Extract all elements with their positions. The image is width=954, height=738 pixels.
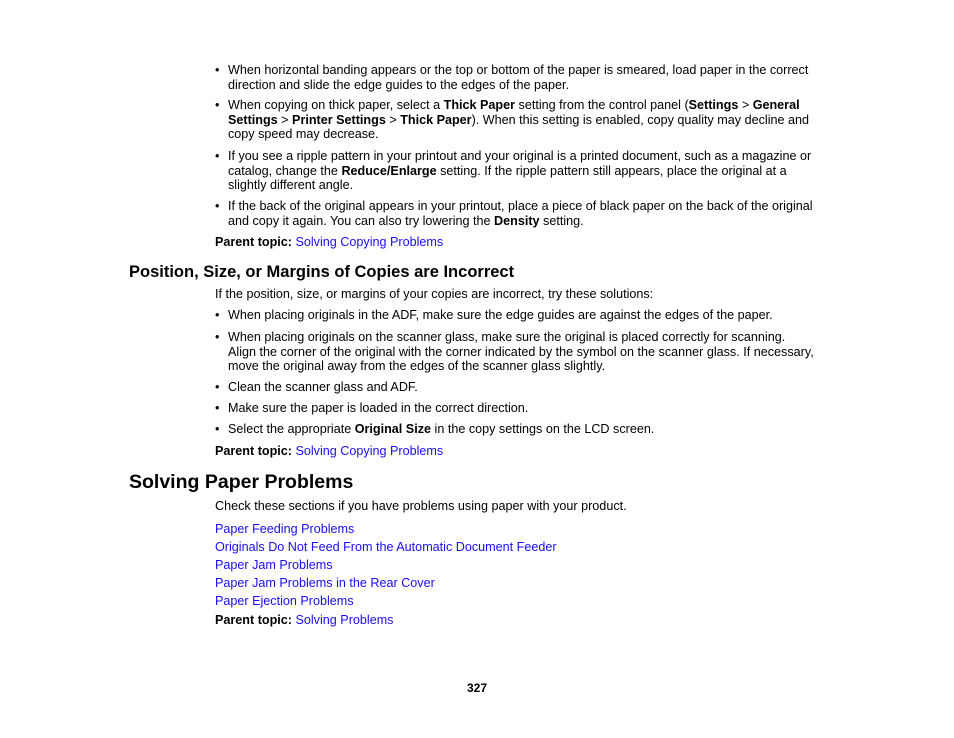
bold-term: Settings	[688, 98, 739, 112]
text-run: When horizontal banding appears or the top or bottom of the paper is smeared, load paper in the correct direction and slide the edge guides to the edges of the paper.	[228, 63, 809, 92]
bold-term: Density	[494, 213, 540, 228]
list-item: • When horizontal banding appears or the top or bottom of the paper is smeared, load paper in the correct direction and slide the edge guides to the edges of the paper.	[215, 63, 815, 92]
text-run: >	[738, 98, 753, 112]
list-item: • When placing originals in the ADF, make sure the edge guides are against the edges of the paper.	[215, 308, 815, 323]
bold-term: Thick Paper	[400, 112, 472, 127]
bold-term: Printer Settings	[292, 112, 386, 127]
list-item: • If the back of the original appears in your printout, place a piece of black paper on the back of the original and copy it again. You can also try lowering the Density setting.	[215, 199, 815, 228]
bullet-text	[228, 330, 815, 374]
bold-term: Original Size	[354, 422, 432, 436]
parent-topic-label: Parent topic:	[215, 613, 292, 627]
text-run: setting.	[539, 213, 584, 228]
bullet-text	[228, 149, 815, 193]
bold-term: Thick Paper	[443, 98, 516, 112]
parent-topic	[215, 444, 825, 459]
bold-term: Reduce/Enlarge	[341, 163, 437, 178]
list-item: • When placing originals on the scanner glass, make sure the original is placed correctly for scanning. Align the corner of the original with the corner indicated by the symbol on the scanner glass. If necessary, move the original away from the edges of the scanner glass slightly.	[215, 330, 814, 374]
text-run: When copying on thick paper, select a	[228, 98, 444, 112]
parent-topic-label: Parent topic:	[215, 444, 292, 458]
text-run: >	[277, 112, 293, 127]
bullet-text	[228, 63, 815, 92]
text-run: When placing originals in the ADF, make sure the edge guides are against the edges of the paper.	[228, 308, 773, 322]
bullet-text	[228, 98, 815, 142]
list-item: • Make sure the paper is loaded in the correct direction.	[215, 401, 815, 416]
text-run: Clean the scanner glass and ADF.	[228, 380, 418, 394]
section-intro: If the position, size, or margins of your copies are incorrect, try these solutions:	[215, 287, 654, 301]
text-run: >	[385, 112, 401, 127]
text-run: setting from the control panel (	[515, 98, 689, 112]
topic-links	[215, 520, 825, 610]
bullet-text	[228, 380, 815, 395]
bullet-text	[228, 308, 815, 323]
parent-topic	[215, 613, 825, 628]
link-paper-jam-rear[interactable]: Paper Jam Problems in the Rear Cover	[215, 576, 435, 590]
list-item: • If you see a ripple pattern in your printout and your original is a printed document, such as a magazine or catalog, change the Reduce/Enlarge setting. If the ripple pattern still appears, place the original at a slightly different angle.	[215, 149, 815, 193]
list-item: • When copying on thick paper, select a Thick Paper setting from the control panel (Settings > General Settings > Printer Settings > Thick Paper). When this setting is enabled, copy quality may decline and copy speed may decrease.	[215, 98, 815, 142]
text-run: setting. If the ripple pattern still appears, place the original at a slightly different angle.	[228, 163, 787, 193]
link-paper-jam[interactable]: Paper Jam Problems	[215, 558, 333, 572]
text-run: Select the appropriate	[228, 422, 355, 436]
section-heading: Position, Size, or Margins of Copies are Incorrect	[129, 263, 515, 281]
text-run: When placing originals on the scanner glass, make sure the original is placed correctly for scanning. Align the corner of the original with the corner indicated by the symbol on the scanner glass. If necessary, move the original away from the edges of the scanner glass slightly.	[228, 330, 814, 374]
main-intro: Check these sections if you have problems using paper with your product.	[215, 499, 627, 513]
link-paper-feeding[interactable]: Paper Feeding Problems	[215, 522, 355, 536]
bold-term: General Settings	[228, 98, 800, 127]
link-paper-ejection[interactable]: Paper Ejection Problems	[215, 594, 354, 608]
list-item: • Select the appropriate Original Size in the copy settings on the LCD screen.	[215, 422, 815, 437]
bullet-text	[228, 199, 815, 228]
text-run: If the back of the original appears in your printout, place a piece of black paper on the back of the original and copy it again. You can also try lowering the	[228, 199, 813, 228]
bullet-text	[228, 422, 815, 437]
text-run: If you see a ripple pattern in your printout and your original is a printed document, such as a magazine or catalog, change the	[228, 149, 812, 178]
parent-topic	[215, 235, 825, 250]
text-run: in the copy settings on the LCD screen.	[431, 422, 655, 436]
bullet-text	[228, 401, 815, 416]
text-run: ). When this setting is enabled, copy quality may decline and copy speed may decrease.	[228, 112, 810, 142]
text-run: Make sure the paper is loaded in the correct direction.	[228, 401, 529, 415]
link-originals-adf[interactable]: Originals Do Not Feed From the Automatic Document Feeder	[215, 540, 557, 554]
parent-topic-link[interactable]: Solving Copying Problems	[295, 235, 444, 249]
page-number: 327	[466, 681, 488, 695]
parent-topic-link[interactable]: Solving Copying Problems	[295, 444, 444, 458]
main-heading: Solving Paper Problems	[129, 471, 354, 493]
list-item: • Clean the scanner glass and ADF.	[215, 380, 815, 395]
parent-topic-link[interactable]: Solving Problems	[295, 613, 394, 627]
parent-topic-label: Parent topic:	[215, 235, 292, 249]
